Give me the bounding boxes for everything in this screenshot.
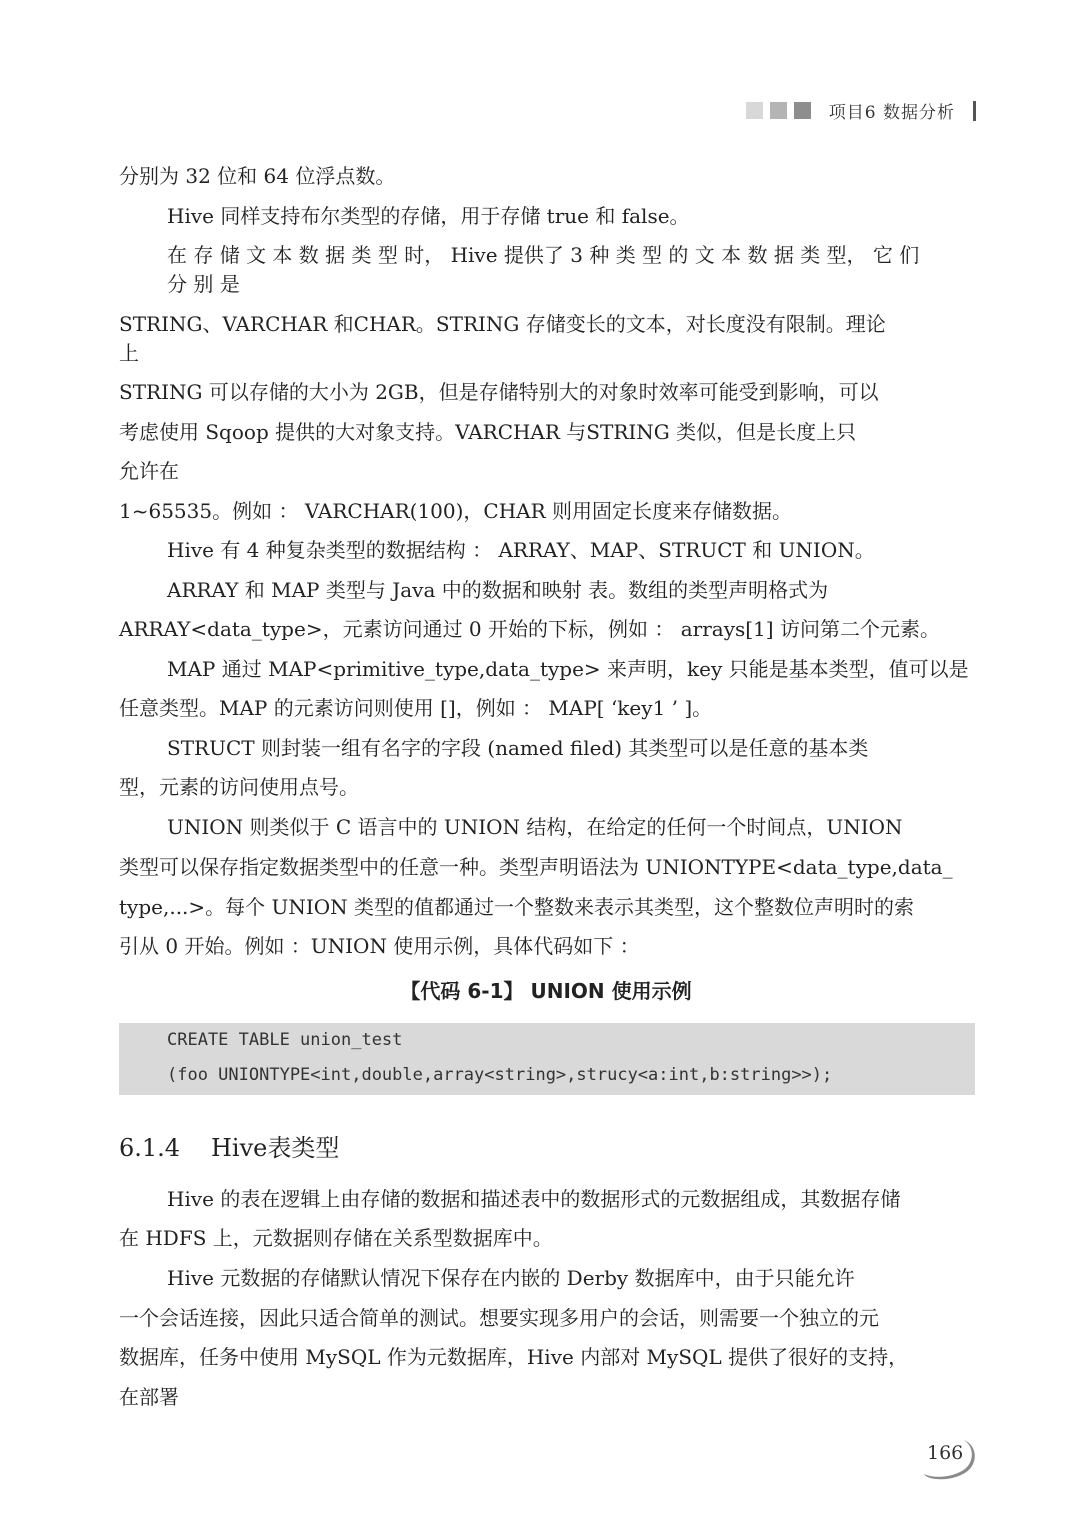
text-line: STRING、VARCHAR 和CHAR。STRING 存储变长的文本，对长度没有限制。理论 (119, 312, 886, 336)
header-square-medium (770, 102, 787, 119)
text-line: 在部署 (119, 1385, 179, 1409)
section-number: 6.1.4 (119, 1134, 181, 1162)
text-line: type,...>。每个 UNION 类型的值都通过一个整数来表示其类型，这个整数位声明时的索 (119, 895, 915, 919)
text-line: 型，元素的访问使用点号。 (119, 775, 359, 799)
page-number-text: 166 (927, 1442, 964, 1464)
text-line: Hive 有 4 种复杂类型的数据结构 ： ARRAY、MAP、STRUCT 和 UNION。 (167, 538, 875, 562)
header-bar (973, 101, 976, 121)
text-line: STRING 可以存储的大小为 2GB，但是存储特别大的对象时效率可能受到影响，可以 (119, 380, 879, 404)
text-line: 上 (119, 341, 139, 365)
text-line: Hive 同样支持布尔类型的存储，用于存储 true 和 false。 (167, 204, 690, 228)
header-square-dark (794, 102, 811, 119)
code-caption: 【代码 6-1】 UNION 使用示例 (400, 979, 692, 1003)
running-header (746, 98, 976, 123)
header-square-light (746, 102, 763, 119)
code-line: (foo UNIONTYPE<int,double,array<string>,strucy<a:int,b:string>>); (167, 1065, 833, 1085)
text-line: 引从 0 开始。例如 ：UNION 使用示例，具体代码如下 ： (119, 934, 640, 958)
section-heading (119, 1128, 339, 1163)
page-number (918, 1436, 982, 1482)
text-line: 在 HDFS 上，元数据则存储在关系型数据库中。 (119, 1226, 553, 1250)
section-title: Hive表类型 (211, 1134, 340, 1162)
code-block (119, 1023, 975, 1095)
text-line: Hive 元数据的存储默认情况下保存在内嵌的 Derby 数据库中，由于只能允许 (167, 1266, 855, 1290)
text-line: Hive 的表在逻辑上由存储的数据和描述表中的数据形式的元数据组成，其数据存储 (167, 1187, 901, 1211)
text-line: UNION 则类似于 C 语言中的 UNION 结构，在给定的任何一个时间点，UNION (167, 815, 903, 839)
code-line: CREATE TABLE union_test (167, 1030, 403, 1050)
text-line: MAP 通过 MAP<primitive_type,data_type> 来声明，key 只能是基本类型，值可以是 (167, 657, 969, 681)
text-line: STRUCT 则封装一组有名字的字段 (named filed) 其类型可以是任意的基本类 (167, 736, 869, 760)
text-line: 考虑使用 Sqoop 提供的大对象支持。VARCHAR 与STRING 类似，但是长度上只 (119, 420, 857, 444)
text-line: 分 别 是 (167, 272, 240, 296)
text-line: 一个会话连接，因此只适合简单的测试。想要实现多用户的会话，则需要一个独立的元 (119, 1306, 879, 1330)
header-title: 项目6 数据分析 (828, 103, 955, 123)
text-line: 类型可以保存指定数据类型中的任意一种。类型声明语法为 UNIONTYPE<data_type,data_ (119, 855, 953, 879)
text-line: 在 存 储 文 本 数 据 类 型 时， Hive 提供了 3 种 类 型 的 文 本 数 据 类 型， 它 们 (167, 243, 920, 267)
text-line: ARRAY<data_type>，元素访问通过 0 开始的下标，例如 ： arrays[1] 访问第二个元素。 (119, 617, 940, 641)
text-line: 分别为 32 位和 64 位浮点数。 (119, 164, 396, 188)
text-line: 1~65535。例如 ： VARCHAR(100)，CHAR 则用固定长度来存储数据。 (119, 499, 793, 523)
text-line: ARRAY 和 MAP 类型与 Java 中的数据和映射 表。数组的类型声明格式为 (167, 578, 829, 602)
text-line: 允许在 (119, 459, 179, 483)
text-line: 数据库，任务中使用 MySQL 作为元数据库，Hive 内部对 MySQL 提供了很好的支持， (119, 1345, 909, 1369)
text-line: 任意类型。MAP 的元素访问则使用 []，例如 ： MAP[ ‘key1 ’ ]。 (119, 696, 713, 720)
